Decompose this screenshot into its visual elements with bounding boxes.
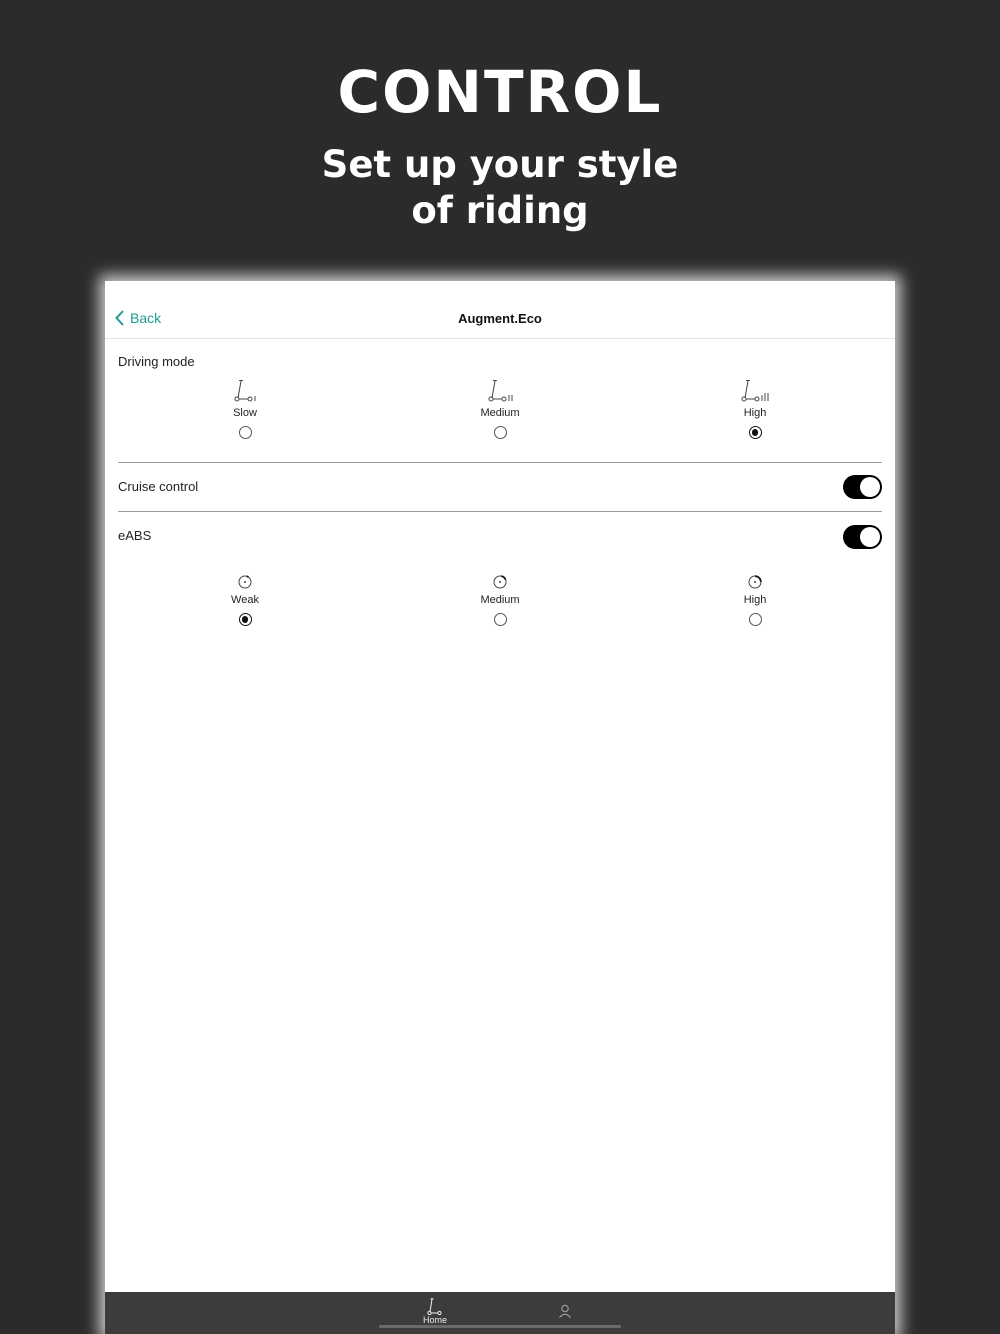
scooter-medium-icon <box>485 379 515 403</box>
brake-high-icon <box>746 572 764 590</box>
scooter-high-icon <box>738 379 772 403</box>
brake-medium-icon <box>491 572 509 590</box>
promo-subtitle-line2: of riding <box>411 189 589 232</box>
tab-profile[interactable] <box>535 1304 595 1320</box>
person-icon <box>558 1304 572 1318</box>
driving-mode-slow-label: Slow <box>233 407 257 419</box>
eabs-medium-label: Medium <box>480 594 520 606</box>
cruise-control-label: Cruise control <box>118 479 199 494</box>
tab-bar <box>105 1292 895 1334</box>
page-title: Augment.Eco <box>458 311 542 326</box>
back-label: Back <box>130 310 162 326</box>
eabs-weak-radio[interactable] <box>239 613 252 626</box>
eabs-option-medium <box>440 564 560 626</box>
tab-home[interactable] <box>405 1298 465 1325</box>
driving-mode-option-high <box>695 377 815 439</box>
divider <box>118 511 882 512</box>
eabs-high-label: High <box>743 594 767 606</box>
promo-subtitle <box>0 142 1000 234</box>
eabs-option-high <box>695 564 815 626</box>
scooter-slow-icon <box>231 379 259 403</box>
navigation-bar <box>105 281 895 339</box>
eabs-weak-label: Weak <box>231 594 259 606</box>
driving-mode-medium-label: Medium <box>480 407 520 419</box>
promo-subtitle-line1: Set up your style <box>321 143 679 186</box>
eabs-toggle[interactable] <box>843 525 882 549</box>
driving-mode-high-label: High <box>743 407 767 419</box>
driving-mode-medium-radio[interactable] <box>494 426 507 439</box>
promo-title: CONTROL <box>337 58 663 126</box>
eabs-medium-radio[interactable] <box>494 613 507 626</box>
divider <box>118 462 882 463</box>
cruise-control-toggle[interactable] <box>843 475 882 499</box>
eabs-option-weak <box>185 564 305 626</box>
driving-mode-slow-radio[interactable] <box>239 426 252 439</box>
app-screen <box>105 281 895 1334</box>
tab-home-label: Home <box>422 1315 447 1325</box>
driving-mode-label: Driving mode <box>118 354 195 369</box>
driving-mode-high-radio[interactable] <box>749 426 762 439</box>
eabs-high-radio[interactable] <box>749 613 762 626</box>
eabs-label: eABS <box>118 528 152 543</box>
driving-mode-option-slow <box>185 377 305 439</box>
home-indicator <box>379 1325 621 1328</box>
driving-mode-option-medium <box>440 377 560 439</box>
scooter-home-icon <box>425 1298 445 1316</box>
brake-weak-icon <box>236 572 254 590</box>
